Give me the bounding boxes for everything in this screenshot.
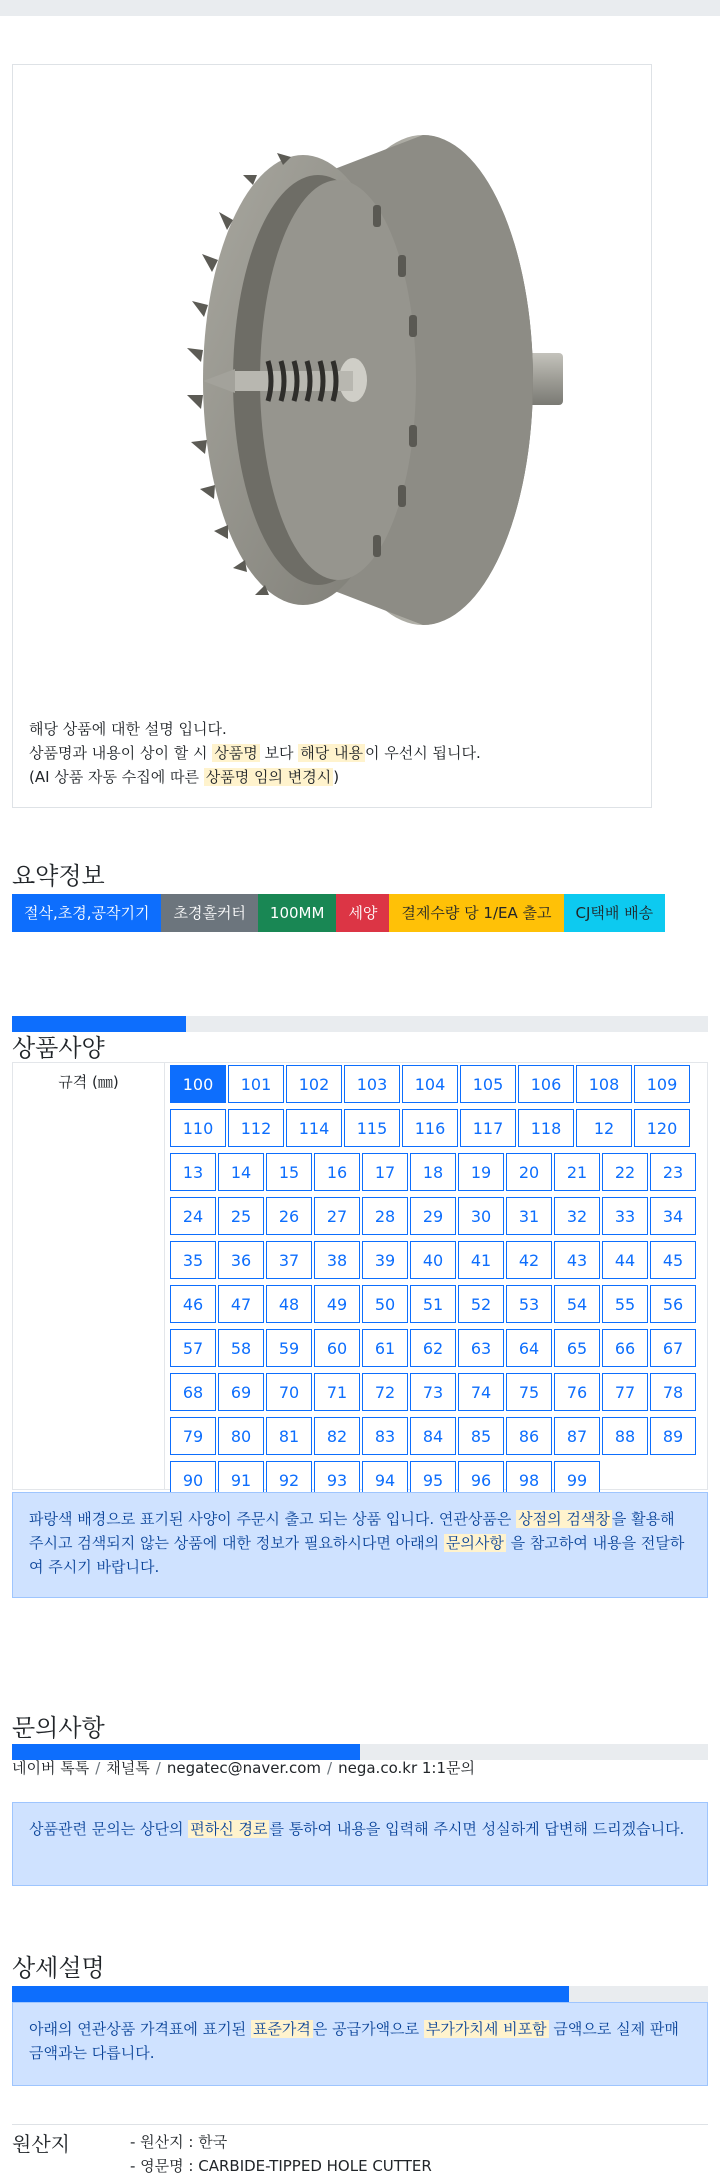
highlight-search: 상점의 검색창 [518,1510,610,1528]
spec-option[interactable]: 49 [314,1285,360,1323]
spec-option[interactable]: 67 [650,1329,696,1367]
summary-badges [12,894,665,932]
email-link[interactable]: negatec@naver.com [166,1759,322,1777]
spec-option[interactable]: 56 [650,1285,696,1323]
origin-list [130,2130,432,2178]
spec-option[interactable]: 66 [602,1329,648,1367]
spec-option[interactable]: 35 [170,1241,216,1279]
spec-option[interactable]: 63 [458,1329,504,1367]
spec-option[interactable]: 82 [314,1417,360,1455]
badge-brand: 세양 [336,894,389,932]
spec-option[interactable]: 17 [362,1153,408,1191]
spec-option[interactable]: 81 [266,1417,312,1455]
highlight-content: 해당 내용 [300,744,363,762]
origin-english-name: - 영문명 : CARBIDE-TIPPED HOLE CUTTER [130,2157,432,2175]
spec-option[interactable]: 98 [506,1461,552,1499]
spec-option[interactable]: 76 [554,1373,600,1411]
highlight-inquiry: 문의사항 [445,1534,504,1552]
spec-option[interactable]: 14 [218,1153,264,1191]
inquiry-title: 문의사항 [12,1714,105,1742]
spec-option[interactable]: 93 [314,1461,360,1499]
detail-progress-fill [12,1986,569,2002]
spec-option[interactable]: 69 [218,1373,264,1411]
desc-line-1: 해당 상품에 대한 설명 입니다. [29,720,227,738]
spec-option[interactable]: 60 [314,1329,360,1367]
spec-option[interactable]: 39 [362,1241,408,1279]
spec-notice: 파랑색 배경으로 표기된 사양이 주문시 출고 되는 상품 입니다. 연관상품은 상점의 검색창 을 활용해 주시고 검색되지 않는 상품에 대한 정보가 필요하시다면 아래의 문의사항 을 참고하여 내용을 전달하여 주시기 바랍니다. [12,1492,708,1598]
spec-option[interactable]: 78 [650,1373,696,1411]
spec-option[interactable]: 58 [218,1329,264,1367]
spec-option[interactable]: 120 [634,1109,690,1147]
spec-option[interactable]: 36 [218,1241,264,1279]
spec-option[interactable]: 101 [228,1065,284,1103]
spec-options [168,1063,698,1503]
highlight-name-change: 상품명 임의 변경시 [205,768,332,786]
origin-label: 원산지 [12,2132,70,2156]
spec-option[interactable]: 38 [314,1241,360,1279]
highlight-standard-price: 표준가격 [252,2020,311,2038]
highlight-route: 편하신 경로 [190,1820,268,1838]
badge-type: 초경홀커터 [161,894,257,932]
spec-option[interactable]: 87 [554,1417,600,1455]
origin-country: - 원산지 : 한국 [130,2133,228,2151]
naver-talk-link[interactable]: 네이버 톡톡 [12,1759,90,1777]
spec-option[interactable]: 50 [362,1285,408,1323]
spec-option[interactable]: 15 [266,1153,312,1191]
badge-category: 절삭,초경,공작기기 [12,894,161,932]
spec-option[interactable]: 18 [410,1153,456,1191]
spec-option[interactable]: 65 [554,1329,600,1367]
spec-option[interactable]: 112 [228,1109,284,1147]
spec-option[interactable]: 84 [410,1417,456,1455]
website-inquiry-link[interactable]: nega.co.kr 1:1문의 [338,1759,475,1777]
spec-option[interactable]: 71 [314,1373,360,1411]
badge-quantity: 결제수량 당 1/EA 출고 [389,894,563,932]
spec-option[interactable]: 45 [650,1241,696,1279]
spec-option[interactable]: 77 [602,1373,648,1411]
spec-option[interactable]: 48 [266,1285,312,1323]
detail-title: 상세설명 [12,1954,105,1982]
spec-option[interactable]: 103 [344,1065,400,1103]
spec-option[interactable]: 37 [266,1241,312,1279]
spec-option[interactable]: 25 [218,1197,264,1235]
spec-option[interactable]: 62 [410,1329,456,1367]
spec-option[interactable]: 88 [602,1417,648,1455]
spec-option[interactable]: 32 [554,1197,600,1235]
spec-option[interactable]: 29 [410,1197,456,1235]
spec-option[interactable]: 74 [458,1373,504,1411]
spec-option[interactable]: 68 [170,1373,216,1411]
inquiry-notice: 상품관련 문의는 상단의 편하신 경로 를 통하여 내용을 입력해 주시면 성실하게 답변해 드리겠습니다. [12,1802,708,1886]
spec-option[interactable]: 90 [170,1461,216,1499]
summary-title: 요약정보 [12,862,105,890]
spec-option[interactable]: 70 [266,1373,312,1411]
desc-line-2: 상품명과 내용이 상이 할 시 상품명 보다 해당 내용 이 우선시 됩니다. [29,744,481,762]
desc-line-3: (AI 상품 자동 수집에 따른 상품명 임의 변경시 ) [29,768,340,786]
spec-title: 상품사양 [12,1034,105,1062]
spec-option[interactable]: 55 [602,1285,648,1323]
spec-option[interactable]: 27 [314,1197,360,1235]
spec-option[interactable]: 73 [410,1373,456,1411]
spec-option[interactable]: 116 [402,1109,458,1147]
highlight-vat: 부가가치세 비포함 [425,2020,547,2038]
spec-option[interactable]: 41 [458,1241,504,1279]
spec-option[interactable]: 53 [506,1285,552,1323]
spec-option[interactable]: 47 [218,1285,264,1323]
spec-option[interactable]: 91 [218,1461,264,1499]
spec-option[interactable]: 118 [518,1109,574,1147]
spec-option[interactable]: 57 [170,1329,216,1367]
spec-option[interactable]: 75 [506,1373,552,1411]
spec-option[interactable]: 40 [410,1241,456,1279]
spec-option[interactable]: 22 [602,1153,648,1191]
spec-option[interactable]: 12 [576,1109,632,1147]
spec-option[interactable]: 100 [170,1065,226,1103]
spec-option[interactable]: 110 [170,1109,226,1147]
badge-size: 100MM [258,894,337,932]
spec-option[interactable]: 28 [362,1197,408,1235]
spec-option[interactable]: 115 [344,1109,400,1147]
spec-option[interactable]: 52 [458,1285,504,1323]
spec-option[interactable]: 86 [506,1417,552,1455]
spec-option[interactable]: 43 [554,1241,600,1279]
spec-option[interactable]: 117 [460,1109,516,1147]
spec-option[interactable]: 72 [362,1373,408,1411]
spec-table [12,1062,708,1490]
spec-option[interactable]: 21 [554,1153,600,1191]
spec-option[interactable]: 108 [576,1065,632,1103]
spec-option[interactable]: 19 [458,1153,504,1191]
spec-option[interactable]: 79 [170,1417,216,1455]
spec-option[interactable]: 30 [458,1197,504,1235]
spec-option[interactable]: 89 [650,1417,696,1455]
spec-option[interactable]: 85 [458,1417,504,1455]
badge-shipping: CJ택배 배송 [564,894,666,932]
spec-option[interactable]: 102 [286,1065,342,1103]
contact-links: 네이버 톡톡 / 채널톡 / negatec@naver.com / nega.co.kr 1:1문의 [12,1759,475,1777]
spec-option[interactable]: 33 [602,1197,648,1235]
spec-option[interactable]: 114 [286,1109,342,1147]
product-image [173,125,573,635]
spec-option[interactable]: 80 [218,1417,264,1455]
spec-option[interactable]: 104 [402,1065,458,1103]
spec-option[interactable]: 64 [506,1329,552,1367]
top-bar [0,0,720,16]
detail-notice: 아래의 연관상품 가격표에 표기된 표준가격 은 공급가액으로 부가가치세 비포함 금액으로 실제 판매금액과는 다릅니다. [12,2002,708,2086]
detail-progress [12,1986,708,2002]
spec-option[interactable]: 95 [410,1461,456,1499]
spec-option[interactable]: 109 [634,1065,690,1103]
spec-option[interactable]: 106 [518,1065,574,1103]
spec-option[interactable]: 51 [410,1285,456,1323]
spec-option[interactable]: 26 [266,1197,312,1235]
product-description [29,717,481,789]
product-card [12,64,652,808]
spec-option[interactable]: 24 [170,1197,216,1235]
spec-option[interactable]: 23 [650,1153,696,1191]
spec-option[interactable]: 105 [460,1065,516,1103]
highlight-product-name: 상품명 [214,744,258,762]
spec-option[interactable]: 54 [554,1285,600,1323]
spec-option[interactable]: 96 [458,1461,504,1499]
spec-option[interactable]: 83 [362,1417,408,1455]
spec-option[interactable]: 34 [650,1197,696,1235]
spec-option[interactable]: 99 [554,1461,600,1499]
channel-talk-link[interactable]: 채널톡 [106,1759,150,1777]
spec-option[interactable]: 44 [602,1241,648,1279]
spec-option[interactable]: 92 [266,1461,312,1499]
spec-label: 규격 (㎜) [13,1063,165,1489]
spec-option[interactable]: 59 [266,1329,312,1367]
spec-option[interactable]: 61 [362,1329,408,1367]
spec-option[interactable]: 31 [506,1197,552,1235]
origin-divider [12,2124,708,2125]
spec-progress [12,1016,708,1032]
spec-option[interactable]: 94 [362,1461,408,1499]
spec-option[interactable]: 16 [314,1153,360,1191]
spec-option[interactable]: 20 [506,1153,552,1191]
spec-option[interactable]: 13 [170,1153,216,1191]
spec-option[interactable]: 42 [506,1241,552,1279]
spec-option[interactable]: 46 [170,1285,216,1323]
